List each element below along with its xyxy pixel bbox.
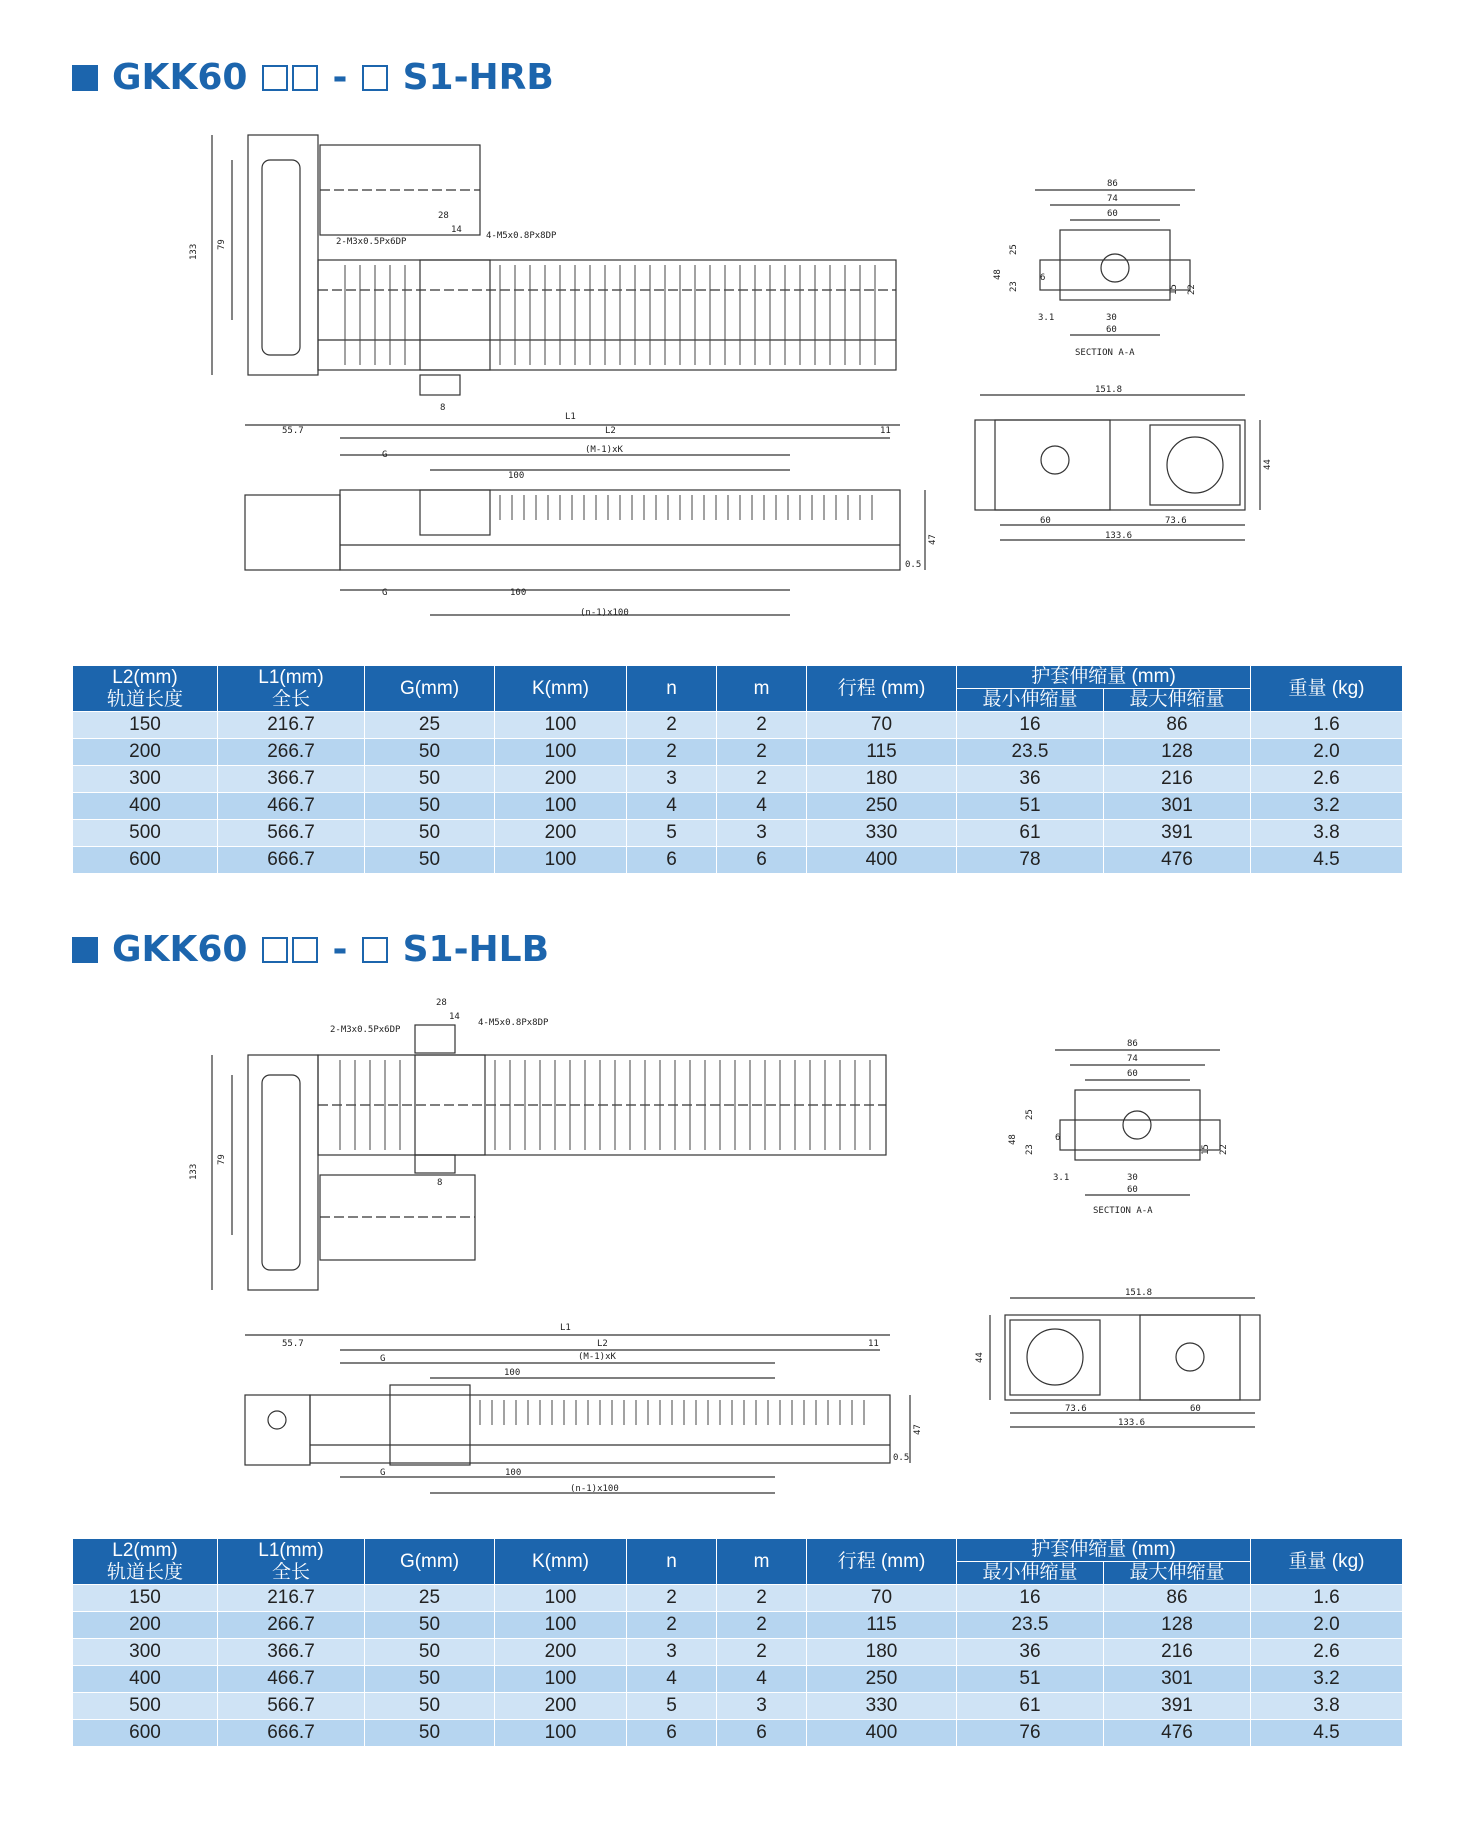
title-dash: - [332,57,348,98]
dim-79: 79 [217,1154,227,1165]
placeholder-box-icon [362,937,388,963]
dim-e60: 60 [1040,516,1051,526]
dim-100-top: 100 [504,1368,521,1378]
dim-s86: 86 [1107,179,1118,189]
table-row: 300 366.7 50 200 3 2 180 36 216 2.6 [73,766,1403,793]
slider-bottom [420,375,460,395]
table-row: 150 216.7 25 100 2 2 70 16 86 1.6 [73,712,1403,739]
table-row: 400 466.7 50 100 4 4 250 51 301 3.2 [73,793,1403,820]
dim-g-bottom: G [382,588,388,598]
dim-n100: (n-1)x100 [570,1484,619,1494]
col-g: G(mm) [365,1539,495,1585]
dim-mk: (M-1)xK [585,445,623,455]
dim-133: 133 [189,1163,199,1180]
col-bellows: 护套伸缩量 (mm) [957,666,1251,689]
end-right-block [1140,1315,1240,1400]
title-prefix: GKK60 [112,929,248,970]
bellows-folds [500,265,875,365]
table-row: 150 216.7 25 100 2 2 70 16 86 1.6 [73,1585,1403,1612]
dim-79: 79 [217,239,227,250]
section-title [72,58,554,98]
dim-s3-1: 3.1 [1038,313,1055,323]
col-l1: L1(mm) 全长 [218,1539,365,1585]
col-l2: L2(mm) 轨道长度 [73,666,218,712]
dim-e44: 44 [1263,459,1273,470]
end-plate [248,1055,318,1290]
dim-0-5: 0.5 [905,560,922,570]
end-left-block [995,420,1110,510]
dim-55-7: 55.7 [282,426,304,436]
col-l2: L2(mm) 轨道长度 [73,1539,218,1585]
side-motor [245,495,340,570]
square-bullet-icon [72,65,98,91]
dim-l1: L1 [565,412,576,422]
spec-table [72,1538,1403,1747]
placeholder-box-icon [262,65,288,91]
table-row: 600 666.7 50 100 6 6 400 76 476 4.5 [73,1720,1403,1747]
table-row: 600 666.7 50 100 6 6 400 78 476 4.5 [73,847,1403,874]
dim-l1: L1 [560,1323,571,1333]
table-row: 200 266.7 50 100 2 2 115 23.5 128 2.0 [73,1612,1403,1639]
dim-n100: (n-1)x100 [580,608,629,618]
dim-s48: 48 [1008,1134,1018,1145]
col-m: m [717,1539,807,1585]
section-label: SECTION A-A [1075,348,1135,358]
dim-s60-bottom: 60 [1106,325,1117,335]
dim-e151-8: 151.8 [1125,1288,1153,1298]
dim-s30: 30 [1106,313,1117,323]
dim-m5: 4-M5x0.8Px8DP [486,231,557,241]
dim-s60: 60 [1107,209,1118,219]
section-title [72,930,549,970]
side-slider [390,1385,470,1465]
dim-m3: 2-M3x0.5Px6DP [336,237,407,247]
dim-100-top: 100 [508,471,525,481]
side-motor [245,1395,310,1465]
dim-s15: 15 [1201,1144,1211,1155]
end-left-block [1010,1320,1100,1395]
dim-s6: 6 [1055,1133,1061,1143]
dim-s60: 60 [1127,1069,1138,1079]
spec-table [72,665,1403,874]
col-m: m [717,666,807,712]
dim-e73-6: 73.6 [1065,1404,1087,1414]
table-row: 400 466.7 50 100 4 4 250 51 301 3.2 [73,1666,1403,1693]
dim-s23: 23 [1025,1144,1035,1155]
dim-s25: 25 [1025,1109,1035,1120]
dim-mk: (M-1)xK [578,1352,616,1362]
table-header-row [73,1539,1403,1562]
col-n: n [627,1539,717,1585]
col-k: K(mm) [495,666,627,712]
dim-m5: 4-M5x0.8Px8DP [478,1018,549,1028]
dim-0-5: 0.5 [893,1453,910,1463]
dim-47: 47 [928,534,938,545]
dim-100-bottom: 100 [510,588,527,598]
dim-11: 11 [880,426,891,436]
dim-8: 8 [437,1178,443,1188]
dim-s30: 30 [1127,1173,1138,1183]
dim-s48: 48 [993,269,1003,280]
end-plate [248,135,318,375]
dim-l2: L2 [597,1339,608,1349]
table-row: 300 366.7 50 200 3 2 180 36 216 2.6 [73,1639,1403,1666]
dim-s6: 6 [1040,273,1046,283]
dim-s15: 15 [1169,284,1179,295]
dim-s22: 22 [1187,284,1197,295]
belt-housing [262,160,300,355]
dim-e73-6: 73.6 [1165,516,1187,526]
dim-s22: 22 [1219,1144,1229,1155]
section-hrb [0,0,1480,900]
placeholder-box-icon [362,65,388,91]
dim-s60-bottom: 60 [1127,1185,1138,1195]
col-bellows-min: 最小伸缩量 [957,1562,1104,1585]
placeholder-box-icon [292,937,318,963]
dim-s23: 23 [1009,281,1019,292]
dim-100-bottom: 100 [505,1468,522,1478]
table-row: 200 266.7 50 100 2 2 115 23.5 128 2.0 [73,739,1403,766]
title-suffix: S1-HRB [402,57,554,98]
end-view-body [1005,1315,1260,1400]
title-dash: - [332,929,348,970]
title-prefix: GKK60 [112,57,248,98]
col-bellows-max: 最大伸缩量 [1104,689,1251,712]
table-row: 500 566.7 50 200 5 3 330 61 391 3.8 [73,1693,1403,1720]
dim-28: 28 [436,998,447,1008]
dim-e60: 60 [1190,1404,1201,1414]
dim-e133-6: 133.6 [1118,1418,1146,1428]
table-header-row [73,666,1403,689]
dim-47: 47 [913,1424,923,1435]
dim-14: 14 [451,225,462,235]
col-bellows-max: 最大伸缩量 [1104,1562,1251,1585]
dim-28: 28 [438,211,449,221]
dim-l2: L2 [605,426,616,436]
side-slider [420,490,490,535]
col-weight: 重量 (kg) [1251,1539,1403,1585]
technical-drawing [0,995,1480,1515]
col-g: G(mm) [365,666,495,712]
title-suffix: S1-HLB [402,929,550,970]
dim-11: 11 [868,1339,879,1349]
dim-s25: 25 [1009,244,1019,255]
col-n: n [627,666,717,712]
dim-g-bottom: G [380,1468,386,1478]
dim-g-top: G [380,1354,386,1364]
slider-bottom [415,1155,455,1173]
screw-circle [1123,1111,1151,1139]
dim-55-7: 55.7 [282,1339,304,1349]
dim-e44: 44 [975,1352,985,1363]
slider-top [415,1025,455,1053]
dim-g-top: G [382,450,388,460]
section-label: SECTION A-A [1093,1206,1153,1216]
col-weight: 重量 (kg) [1251,666,1403,712]
drawing-svg [0,995,1480,1515]
screw-circle [1101,254,1129,282]
technical-drawing [0,120,1480,640]
bellows-folds-left [345,265,405,365]
col-bellows-min: 最小伸缩量 [957,689,1104,712]
col-k: K(mm) [495,1539,627,1585]
placeholder-box-icon [292,65,318,91]
dim-e133-6: 133.6 [1105,531,1133,541]
dim-133: 133 [189,243,199,260]
col-bellows: 护套伸缩量 (mm) [957,1539,1251,1562]
dim-s74: 74 [1107,194,1118,204]
dim-m3: 2-M3x0.5Px6DP [330,1025,401,1035]
col-l1: L1(mm) 全长 [218,666,365,712]
dim-14: 14 [449,1012,460,1022]
dim-s74: 74 [1127,1054,1138,1064]
section-hlb [0,900,1480,1834]
slider-block [420,260,490,370]
placeholder-box-icon [262,937,288,963]
square-bullet-icon [72,937,98,963]
dim-s86: 86 [1127,1039,1138,1049]
side-bellows [480,1400,864,1425]
drawing-svg [0,120,1480,640]
table-row: 500 566.7 50 200 5 3 330 61 391 3.8 [73,820,1403,847]
dim-s3-1: 3.1 [1053,1173,1070,1183]
col-stroke: 行程 (mm) [807,1539,957,1585]
belt-housing [262,1075,300,1270]
dim-8: 8 [440,403,446,413]
dim-e151-8: 151.8 [1095,385,1123,395]
side-bellows [500,495,872,520]
col-stroke: 行程 (mm) [807,666,957,712]
